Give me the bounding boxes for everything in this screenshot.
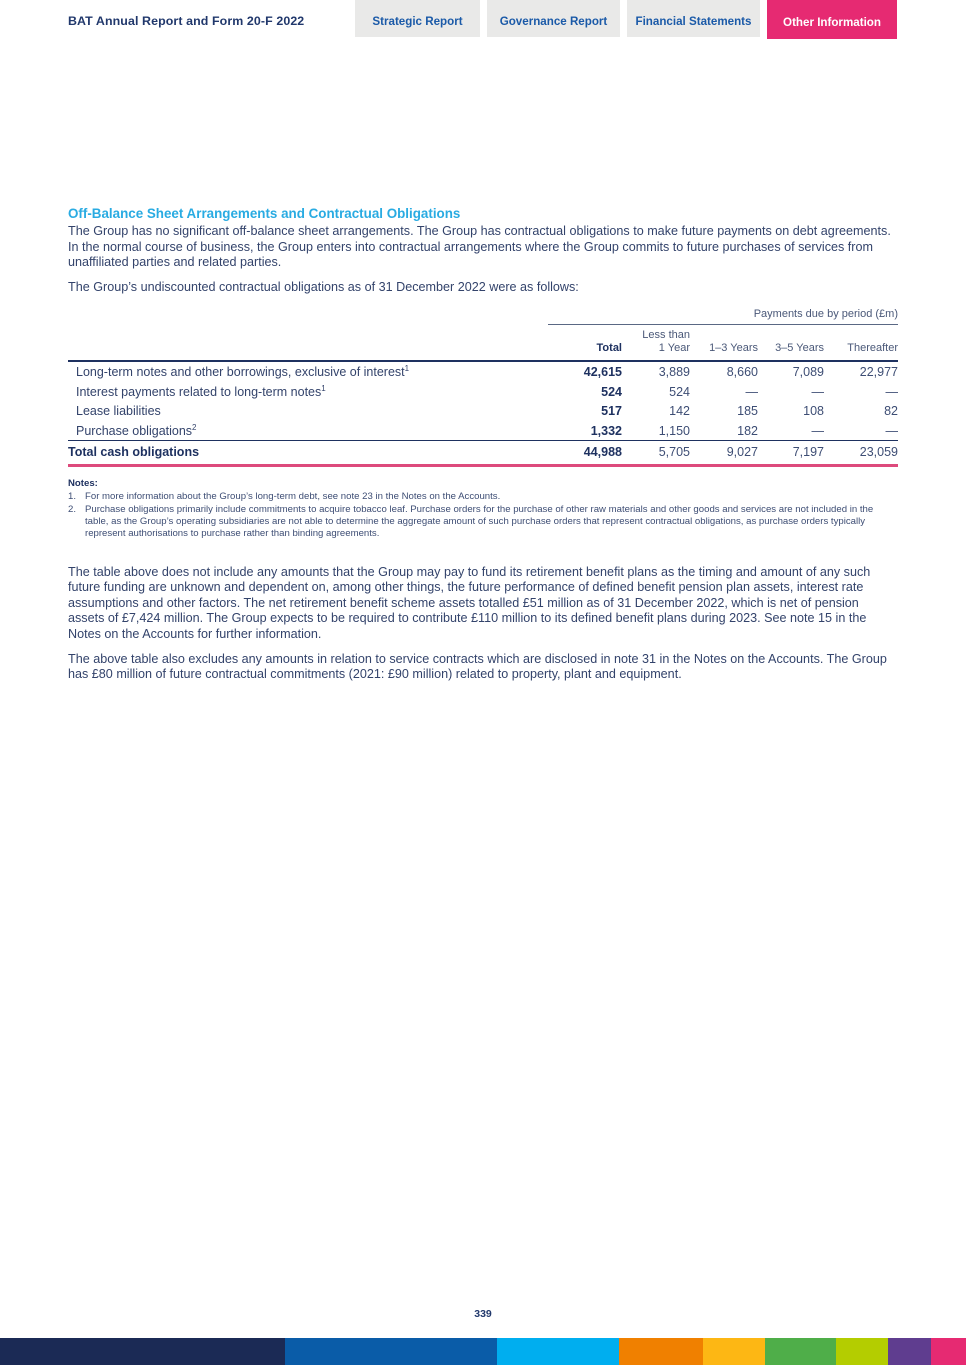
section-heading: Off-Balance Sheet Arrangements and Contractual Obligations xyxy=(68,206,461,221)
paragraph-service-contracts: The above table also excludes any amounts in relation to service contracts which are disclosed in note 31 in the Notes on the Accounts. The Group has £80 million of future contractual commitments (2021: £90 million) related to property, plant and equipment. xyxy=(68,651,887,682)
table-row xyxy=(68,382,898,402)
tab-other-information[interactable]: Other Information xyxy=(767,0,897,39)
page-number: 339 xyxy=(474,1308,492,1320)
table-header-row xyxy=(68,325,898,362)
cell-1-3-years: 185 xyxy=(737,404,758,419)
note-number: 1. xyxy=(68,491,77,503)
cell-thereafter: — xyxy=(885,384,898,399)
color-bar-segment-blue xyxy=(285,1338,497,1365)
col-header-total: Total xyxy=(548,325,622,362)
cell-less-1-year: 524 xyxy=(669,384,690,399)
cell-total: 517 xyxy=(601,404,622,419)
total-row-label: Total cash obligations xyxy=(68,441,548,466)
table-caption: Payments due by period (£m) xyxy=(548,306,898,325)
cell-less-1-year: 142 xyxy=(669,404,690,419)
tab-strategic-report[interactable]: Strategic Report xyxy=(355,0,480,37)
cell-less-1-year: 3,889 xyxy=(658,365,690,380)
table-row xyxy=(68,361,898,382)
color-bar-segment-dark-navy xyxy=(0,1338,285,1365)
color-bar-segment-green xyxy=(765,1338,836,1365)
row-label: Lease liabilities xyxy=(76,404,161,419)
cell-less-1-year: 1,150 xyxy=(658,423,690,438)
content-column xyxy=(68,0,898,683)
notes-heading: Notes: xyxy=(68,478,98,490)
footnote-ref: 1 xyxy=(404,364,410,374)
note-item xyxy=(68,504,898,539)
paragraph-table-lead: The Group’s undiscounted contractual obligations as of 31 December 2022 were as follows: xyxy=(68,279,579,294)
note-text: For more information about the Group’s long-term debt, see note 23 in the Notes on the Accounts. xyxy=(85,491,501,503)
row-label: Purchase obligations$^2$ xyxy=(76,422,197,438)
color-bar-segment-lime xyxy=(836,1338,888,1365)
cell-thereafter: 23,059 xyxy=(824,441,898,466)
table-row xyxy=(68,421,898,441)
cell-thereafter: — xyxy=(885,423,898,438)
table-total-row xyxy=(68,441,898,466)
col-header-less-than-1-year: Less than 1 Year xyxy=(622,325,690,362)
footnote-ref: 2 xyxy=(192,422,197,432)
color-bar-segment-pink xyxy=(931,1338,966,1365)
cell-1-3-years: 8,660 xyxy=(726,365,758,380)
cell-thereafter: 82 xyxy=(884,404,898,419)
cell-total: 42,615 xyxy=(583,365,622,380)
cell-total: 1,332 xyxy=(590,423,622,438)
paragraph-pension: The table above does not include any amounts that the Group may pay to fund its retirement benefit plans as the timing and amount of any such future funding are unknown and dependent on, among other things, the future performance of defined benefit pension plan assets, interest rate assumptions and other factors. The net retirement benefit scheme assets totalled £51 million as of 31 December 2022, which is net of pension assets of £7,424 million. The Group expects to be required to contribute £110 million to its defined benefit plans during 2023. See note 15 in the Notes on the Accounts for further information. xyxy=(68,564,871,641)
col-header-1-3-years: 1–3 Years xyxy=(690,325,758,362)
note-text: Purchase obligations primarily include commitments to acquire tobacco leaf. Purchase orders for the purchase of other raw materials and other goods and services are not included in the table, as the Group’s operating subsidiaries are not able to determine the aggregate amount of such purchase orders that represent contractual obligations, as purchase orders typically represent authorisations to purchase rather than binding agreements. xyxy=(85,504,874,539)
cell-3-5-years: 108 xyxy=(803,404,824,419)
row-label: Interest payments related to long-term notes$^1$ xyxy=(76,383,326,399)
cell-3-5-years: — xyxy=(811,423,824,438)
tab-governance-report[interactable]: Governance Report xyxy=(487,0,620,37)
cell-total: 44,988 xyxy=(548,441,622,466)
color-bar-segment-yellow xyxy=(703,1338,765,1365)
col-header-3-5-years: 3–5 Years xyxy=(758,325,824,362)
table-row xyxy=(68,401,898,421)
footnote-ref: 1 xyxy=(321,383,326,393)
cell-1-3-years: 9,027 xyxy=(690,441,758,466)
tab-financial-statements[interactable]: Financial Statements xyxy=(627,0,760,37)
cell-1-3-years: — xyxy=(745,384,758,399)
note-number: 2. xyxy=(68,504,77,516)
cell-less-1-year: 5,705 xyxy=(622,441,690,466)
color-bar-segment-orange xyxy=(619,1338,703,1365)
color-bar-segment-purple xyxy=(888,1338,931,1365)
obligations-table xyxy=(68,306,898,467)
footer-color-bar xyxy=(0,1338,966,1365)
report-title: BAT Annual Report and Form 20-F 2022 xyxy=(68,14,305,28)
cell-total: 524 xyxy=(601,384,622,399)
notes-section xyxy=(68,478,898,539)
cell-3-5-years: 7,197 xyxy=(758,441,824,466)
row-label: Long-term notes and other borrowings, exclusive of interest$^1$ xyxy=(76,364,410,380)
note-item xyxy=(68,491,898,503)
cell-thereafter: 22,977 xyxy=(859,365,898,380)
col-header-thereafter: Thereafter xyxy=(824,325,898,362)
cell-3-5-years: 7,089 xyxy=(792,365,824,380)
cell-1-3-years: 182 xyxy=(737,423,758,438)
cell-3-5-years: — xyxy=(811,384,824,399)
color-bar-segment-cyan xyxy=(497,1338,619,1365)
table-caption-row xyxy=(68,306,898,325)
paragraph-intro: The Group has no significant off-balance sheet arrangements. The Group has contractual obligations to make future payments on debt agreements. In the normal course of business, the Group enters into contractual arrangements where the Group commits to future purchases of services from unaffiliated parties and related parties. xyxy=(68,224,891,270)
